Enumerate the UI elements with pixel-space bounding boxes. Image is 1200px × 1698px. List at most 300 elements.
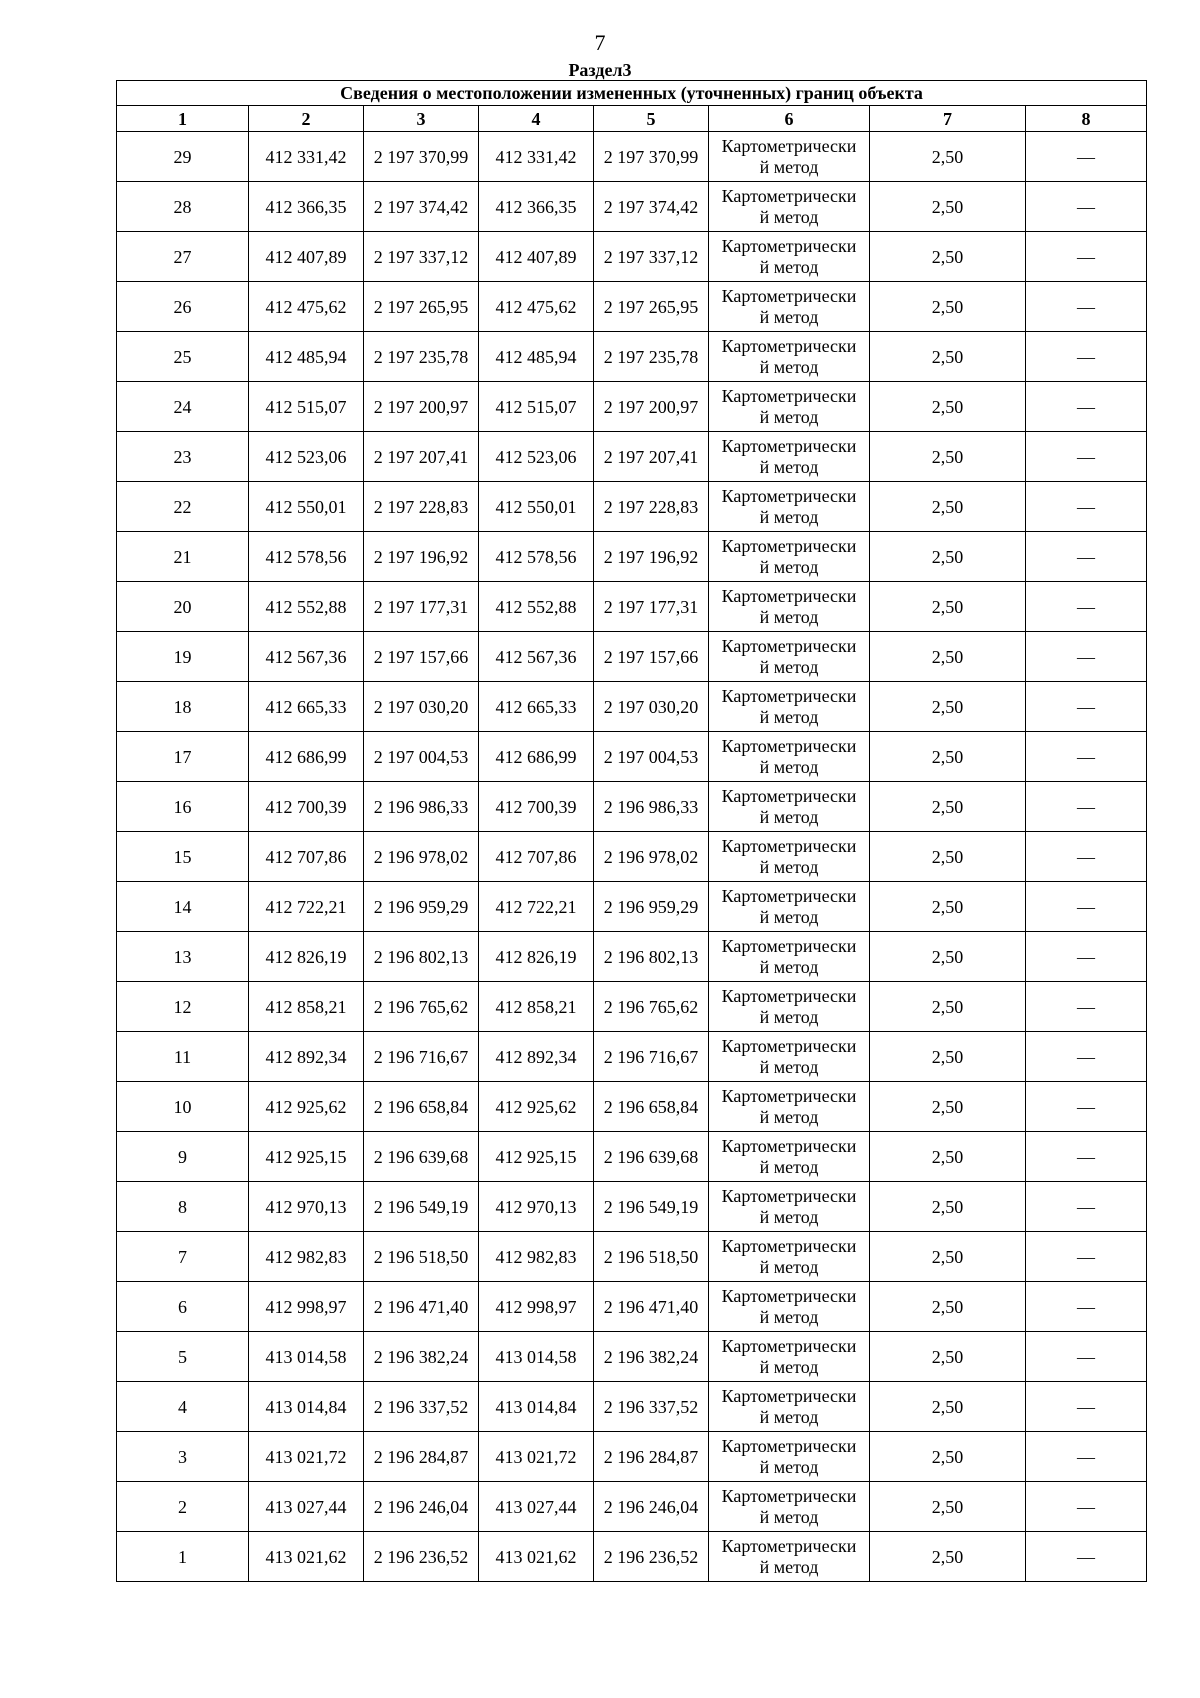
method-line-2: й метод — [759, 356, 819, 377]
table-row — [117, 482, 1147, 532]
old-y-cell: 2 196 337,52 — [364, 1382, 479, 1432]
method-line-2: й метод — [759, 1056, 819, 1077]
point-number-cell: 8 — [117, 1182, 249, 1232]
new-y-cell: 2 197 370,99 — [594, 132, 709, 182]
new-y-cell: 2 197 030,20 — [594, 682, 709, 732]
precision-cell: 2,50 — [870, 182, 1026, 232]
table-row — [117, 582, 1147, 632]
old-x-cell: 412 515,07 — [249, 382, 364, 432]
old-y-cell: 2 197 374,42 — [364, 182, 479, 232]
table-row — [117, 1232, 1147, 1282]
precision-cell: 2,50 — [870, 532, 1026, 582]
old-y-cell: 2 196 518,50 — [364, 1232, 479, 1282]
precision-cell: 2,50 — [870, 1182, 1026, 1232]
old-x-cell: 412 366,35 — [249, 182, 364, 232]
method-cell — [709, 832, 870, 882]
old-x-cell: 412 686,99 — [249, 732, 364, 782]
point-number-cell: 16 — [117, 782, 249, 832]
method-cell — [709, 1332, 870, 1382]
precision-cell: 2,50 — [870, 1332, 1026, 1382]
method-line-1: Картометрически — [721, 885, 857, 906]
method-cell — [709, 482, 870, 532]
method-line-2: й метод — [759, 956, 819, 977]
method-cell — [709, 1532, 870, 1582]
table-row — [117, 1482, 1147, 1532]
description-cell: — — [1026, 382, 1147, 432]
method-line-2: й метод — [759, 256, 819, 277]
method-cell — [709, 1482, 870, 1532]
method-line-2: й метод — [759, 1106, 819, 1127]
method-line-1: Картометрически — [721, 1485, 857, 1506]
method-cell — [709, 532, 870, 582]
description-cell: — — [1026, 1382, 1147, 1432]
method-line-1: Картометрически — [721, 735, 857, 756]
method-line-2: й метод — [759, 656, 819, 677]
description-cell: — — [1026, 282, 1147, 332]
method-cell — [709, 1032, 870, 1082]
method-cell — [709, 382, 870, 432]
method-line-1: Картометрически — [721, 635, 857, 656]
precision-cell: 2,50 — [870, 1482, 1026, 1532]
new-x-cell: 412 475,62 — [479, 282, 594, 332]
column-number: 4 — [479, 106, 594, 132]
point-number-cell: 28 — [117, 182, 249, 232]
new-x-cell: 412 686,99 — [479, 732, 594, 782]
method-line-2: й метод — [759, 1206, 819, 1227]
point-number-cell: 17 — [117, 732, 249, 782]
method-line-1: Картометрически — [721, 685, 857, 706]
table-row — [117, 832, 1147, 882]
method-cell — [709, 1432, 870, 1482]
table-row — [117, 932, 1147, 982]
method-line-2: й метод — [759, 1406, 819, 1427]
method-line-1: Картометрически — [721, 1385, 857, 1406]
method-cell — [709, 582, 870, 632]
description-cell: — — [1026, 682, 1147, 732]
old-x-cell: 412 858,21 — [249, 982, 364, 1032]
new-x-cell: 412 998,97 — [479, 1282, 594, 1332]
description-cell: — — [1026, 1182, 1147, 1232]
new-x-cell: 412 550,01 — [479, 482, 594, 532]
column-number: 3 — [364, 106, 479, 132]
old-x-cell: 412 485,94 — [249, 332, 364, 382]
method-cell — [709, 732, 870, 782]
new-x-cell: 412 970,13 — [479, 1182, 594, 1232]
point-number-cell: 3 — [117, 1432, 249, 1482]
method-line-1: Картометрически — [721, 785, 857, 806]
old-x-cell: 412 925,15 — [249, 1132, 364, 1182]
new-x-cell: 412 858,21 — [479, 982, 594, 1032]
old-y-cell: 2 197 207,41 — [364, 432, 479, 482]
point-number-cell: 29 — [117, 132, 249, 182]
method-line-2: й метод — [759, 1506, 819, 1527]
method-line-2: й метод — [759, 1456, 819, 1477]
method-line-2: й метод — [759, 806, 819, 827]
new-y-cell: 2 196 284,87 — [594, 1432, 709, 1482]
old-y-cell: 2 196 246,04 — [364, 1482, 479, 1532]
old-y-cell: 2 196 471,40 — [364, 1282, 479, 1332]
table-row — [117, 1382, 1147, 1432]
table-row — [117, 1532, 1147, 1582]
point-number-cell: 1 — [117, 1532, 249, 1582]
method-cell — [709, 982, 870, 1032]
description-cell: — — [1026, 582, 1147, 632]
method-line-1: Картометрически — [721, 1285, 857, 1306]
old-y-cell: 2 197 228,83 — [364, 482, 479, 532]
description-cell: — — [1026, 432, 1147, 482]
description-cell: — — [1026, 832, 1147, 882]
old-y-cell: 2 196 978,02 — [364, 832, 479, 882]
method-line-1: Картометрически — [721, 135, 857, 156]
old-x-cell: 412 578,56 — [249, 532, 364, 582]
new-y-cell: 2 196 518,50 — [594, 1232, 709, 1282]
new-x-cell: 412 722,21 — [479, 882, 594, 932]
precision-cell: 2,50 — [870, 682, 1026, 732]
old-y-cell: 2 196 549,19 — [364, 1182, 479, 1232]
method-cell — [709, 232, 870, 282]
new-x-cell: 413 021,62 — [479, 1532, 594, 1582]
old-x-cell: 413 014,58 — [249, 1332, 364, 1382]
new-y-cell: 2 196 802,13 — [594, 932, 709, 982]
new-y-cell: 2 197 177,31 — [594, 582, 709, 632]
new-y-cell: 2 197 200,97 — [594, 382, 709, 432]
description-cell: — — [1026, 1482, 1147, 1532]
old-x-cell: 412 475,62 — [249, 282, 364, 332]
method-cell — [709, 1132, 870, 1182]
old-x-cell: 412 700,39 — [249, 782, 364, 832]
new-y-cell: 2 196 471,40 — [594, 1282, 709, 1332]
old-x-cell: 412 407,89 — [249, 232, 364, 282]
old-x-cell: 413 021,62 — [249, 1532, 364, 1582]
new-x-cell: 412 407,89 — [479, 232, 594, 282]
description-cell: — — [1026, 332, 1147, 382]
old-y-cell: 2 197 235,78 — [364, 332, 479, 382]
table-row — [117, 732, 1147, 782]
description-cell: — — [1026, 532, 1147, 582]
precision-cell: 2,50 — [870, 232, 1026, 282]
column-number: 2 — [249, 106, 364, 132]
method-line-2: й метод — [759, 1556, 819, 1577]
old-y-cell: 2 197 030,20 — [364, 682, 479, 732]
description-cell: — — [1026, 482, 1147, 532]
method-line-1: Картометрически — [721, 1135, 857, 1156]
old-x-cell: 412 331,42 — [249, 132, 364, 182]
new-x-cell: 412 523,06 — [479, 432, 594, 482]
new-x-cell: 412 552,88 — [479, 582, 594, 632]
old-y-cell: 2 197 004,53 — [364, 732, 479, 782]
new-x-cell: 412 578,56 — [479, 532, 594, 582]
old-y-cell: 2 196 986,33 — [364, 782, 479, 832]
point-number-cell: 11 — [117, 1032, 249, 1082]
table-row — [117, 1282, 1147, 1332]
method-line-1: Картометрически — [721, 985, 857, 1006]
point-number-cell: 22 — [117, 482, 249, 532]
new-x-cell: 412 892,34 — [479, 1032, 594, 1082]
method-line-1: Картометрически — [721, 1085, 857, 1106]
column-number: 8 — [1026, 106, 1147, 132]
method-cell — [709, 782, 870, 832]
new-x-cell: 412 515,07 — [479, 382, 594, 432]
old-y-cell: 2 196 959,29 — [364, 882, 479, 932]
method-line-2: й метод — [759, 1006, 819, 1027]
point-number-cell: 5 — [117, 1332, 249, 1382]
description-cell: — — [1026, 1082, 1147, 1132]
point-number-cell: 6 — [117, 1282, 249, 1332]
new-x-cell: 413 021,72 — [479, 1432, 594, 1482]
method-line-1: Картометрически — [721, 1335, 857, 1356]
precision-cell: 2,50 — [870, 1032, 1026, 1082]
new-y-cell: 2 197 228,83 — [594, 482, 709, 532]
point-number-cell: 2 — [117, 1482, 249, 1532]
table-row — [117, 882, 1147, 932]
new-y-cell: 2 196 236,52 — [594, 1532, 709, 1582]
method-line-2: й метод — [759, 756, 819, 777]
old-x-cell: 412 552,88 — [249, 582, 364, 632]
point-number-cell: 19 — [117, 632, 249, 682]
new-y-cell: 2 197 337,12 — [594, 232, 709, 282]
method-line-1: Картометрически — [721, 335, 857, 356]
old-x-cell: 412 523,06 — [249, 432, 364, 482]
point-number-cell: 14 — [117, 882, 249, 932]
old-y-cell: 2 196 284,87 — [364, 1432, 479, 1482]
point-number-cell: 24 — [117, 382, 249, 432]
table-row — [117, 382, 1147, 432]
precision-cell: 2,50 — [870, 732, 1026, 782]
new-x-cell: 413 014,58 — [479, 1332, 594, 1382]
table-row — [117, 632, 1147, 682]
method-line-2: й метод — [759, 306, 819, 327]
method-line-2: й метод — [759, 906, 819, 927]
precision-cell: 2,50 — [870, 482, 1026, 532]
description-cell: — — [1026, 232, 1147, 282]
old-x-cell: 412 970,13 — [249, 1182, 364, 1232]
old-y-cell: 2 196 802,13 — [364, 932, 479, 982]
new-x-cell: 412 567,36 — [479, 632, 594, 682]
table-caption: Сведения о местоположении измененных (уточненных) границ объекта — [117, 81, 1147, 106]
old-x-cell: 413 014,84 — [249, 1382, 364, 1432]
method-cell — [709, 882, 870, 932]
table-row — [117, 1082, 1147, 1132]
method-cell — [709, 682, 870, 732]
old-x-cell: 412 998,97 — [249, 1282, 364, 1332]
new-y-cell: 2 196 549,19 — [594, 1182, 709, 1232]
table-row — [117, 432, 1147, 482]
old-y-cell: 2 197 177,31 — [364, 582, 479, 632]
method-cell — [709, 1182, 870, 1232]
table-row — [117, 232, 1147, 282]
method-line-2: й метод — [759, 1356, 819, 1377]
method-cell — [709, 432, 870, 482]
point-number-cell: 25 — [117, 332, 249, 382]
column-number: 1 — [117, 106, 249, 132]
new-y-cell: 2 196 978,02 — [594, 832, 709, 882]
old-x-cell: 412 892,34 — [249, 1032, 364, 1082]
method-line-1: Картометрически — [721, 1235, 857, 1256]
method-line-1: Картометрически — [721, 1035, 857, 1056]
old-y-cell: 2 196 382,24 — [364, 1332, 479, 1382]
description-cell: — — [1026, 732, 1147, 782]
old-x-cell: 412 707,86 — [249, 832, 364, 882]
table-row — [117, 132, 1147, 182]
new-x-cell: 412 826,19 — [479, 932, 594, 982]
description-cell: — — [1026, 1032, 1147, 1082]
method-cell — [709, 1232, 870, 1282]
new-x-cell: 412 665,33 — [479, 682, 594, 732]
new-y-cell: 2 197 374,42 — [594, 182, 709, 232]
method-line-1: Картометрически — [721, 385, 857, 406]
precision-cell: 2,50 — [870, 432, 1026, 482]
method-line-2: й метод — [759, 1306, 819, 1327]
old-y-cell: 2 197 200,97 — [364, 382, 479, 432]
method-line-2: й метод — [759, 706, 819, 727]
old-x-cell: 413 021,72 — [249, 1432, 364, 1482]
table-row — [117, 182, 1147, 232]
page-number: 7 — [594, 30, 606, 55]
precision-cell: 2,50 — [870, 1432, 1026, 1482]
new-x-cell: 412 925,15 — [479, 1132, 594, 1182]
method-line-2: й метод — [759, 856, 819, 877]
boundary-coordinates-table — [116, 80, 1147, 1582]
point-number-cell: 20 — [117, 582, 249, 632]
point-number-cell: 7 — [117, 1232, 249, 1282]
description-cell: — — [1026, 1232, 1147, 1282]
point-number-cell: 13 — [117, 932, 249, 982]
description-cell: — — [1026, 182, 1147, 232]
method-cell — [709, 632, 870, 682]
method-line-2: й метод — [759, 206, 819, 227]
new-y-cell: 2 196 959,29 — [594, 882, 709, 932]
new-x-cell: 412 700,39 — [479, 782, 594, 832]
method-line-1: Картометрически — [721, 1535, 857, 1556]
new-y-cell: 2 196 639,68 — [594, 1132, 709, 1182]
point-number-cell: 26 — [117, 282, 249, 332]
method-line-2: й метод — [759, 1256, 819, 1277]
method-line-2: й метод — [759, 606, 819, 627]
precision-cell: 2,50 — [870, 332, 1026, 382]
precision-cell: 2,50 — [870, 782, 1026, 832]
precision-cell: 2,50 — [870, 1532, 1026, 1582]
description-cell: — — [1026, 1532, 1147, 1582]
precision-cell: 2,50 — [870, 1232, 1026, 1282]
new-y-cell: 2 196 382,24 — [594, 1332, 709, 1382]
precision-cell: 2,50 — [870, 632, 1026, 682]
description-cell: — — [1026, 632, 1147, 682]
new-y-cell: 2 196 765,62 — [594, 982, 709, 1032]
table-row — [117, 1032, 1147, 1082]
new-x-cell: 412 485,94 — [479, 332, 594, 382]
new-y-cell: 2 197 207,41 — [594, 432, 709, 482]
point-number-cell: 4 — [117, 1382, 249, 1432]
old-y-cell: 2 197 196,92 — [364, 532, 479, 582]
method-cell — [709, 282, 870, 332]
point-number-cell: 9 — [117, 1132, 249, 1182]
new-y-cell: 2 197 157,66 — [594, 632, 709, 682]
method-line-1: Картометрически — [721, 585, 857, 606]
precision-cell: 2,50 — [870, 1132, 1026, 1182]
precision-cell: 2,50 — [870, 1282, 1026, 1332]
point-number-cell: 21 — [117, 532, 249, 582]
precision-cell: 2,50 — [870, 1382, 1026, 1432]
new-x-cell: 412 982,83 — [479, 1232, 594, 1282]
new-y-cell: 2 196 337,52 — [594, 1382, 709, 1432]
method-line-2: й метод — [759, 1156, 819, 1177]
new-x-cell: 412 331,42 — [479, 132, 594, 182]
table-row — [117, 982, 1147, 1032]
new-y-cell: 2 196 986,33 — [594, 782, 709, 832]
new-y-cell: 2 197 196,92 — [594, 532, 709, 582]
new-y-cell: 2 196 716,67 — [594, 1032, 709, 1082]
old-y-cell: 2 196 765,62 — [364, 982, 479, 1032]
method-cell — [709, 1382, 870, 1432]
point-number-cell: 12 — [117, 982, 249, 1032]
method-line-2: й метод — [759, 156, 819, 177]
method-cell — [709, 1282, 870, 1332]
precision-cell: 2,50 — [870, 282, 1026, 332]
table-row — [117, 1182, 1147, 1232]
old-y-cell: 2 196 639,68 — [364, 1132, 479, 1182]
method-line-2: й метод — [759, 556, 819, 577]
new-y-cell: 2 196 246,04 — [594, 1482, 709, 1532]
old-x-cell: 412 665,33 — [249, 682, 364, 732]
new-x-cell: 412 366,35 — [479, 182, 594, 232]
old-x-cell: 412 982,83 — [249, 1232, 364, 1282]
description-cell: — — [1026, 782, 1147, 832]
table-row — [117, 532, 1147, 582]
method-cell — [709, 182, 870, 232]
column-number: 6 — [709, 106, 870, 132]
section-title: Раздел3 — [568, 60, 632, 80]
precision-cell: 2,50 — [870, 132, 1026, 182]
old-y-cell: 2 196 658,84 — [364, 1082, 479, 1132]
new-y-cell: 2 197 265,95 — [594, 282, 709, 332]
old-y-cell: 2 197 157,66 — [364, 632, 479, 682]
method-line-1: Картометрически — [721, 185, 857, 206]
column-number-row — [117, 106, 1147, 132]
point-number-cell: 10 — [117, 1082, 249, 1132]
method-line-1: Картометрически — [721, 285, 857, 306]
old-x-cell: 412 550,01 — [249, 482, 364, 532]
old-y-cell: 2 197 337,12 — [364, 232, 479, 282]
table-body — [117, 132, 1147, 1582]
method-line-2: й метод — [759, 506, 819, 527]
precision-cell: 2,50 — [870, 382, 1026, 432]
old-y-cell: 2 196 236,52 — [364, 1532, 479, 1582]
point-number-cell: 18 — [117, 682, 249, 732]
old-x-cell: 412 826,19 — [249, 932, 364, 982]
new-x-cell: 413 014,84 — [479, 1382, 594, 1432]
description-cell: — — [1026, 1332, 1147, 1382]
method-cell — [709, 332, 870, 382]
old-x-cell: 413 027,44 — [249, 1482, 364, 1532]
point-number-cell: 23 — [117, 432, 249, 482]
new-y-cell: 2 196 658,84 — [594, 1082, 709, 1132]
new-y-cell: 2 197 004,53 — [594, 732, 709, 782]
table-row — [117, 1132, 1147, 1182]
method-line-1: Картометрически — [721, 835, 857, 856]
table-row — [117, 282, 1147, 332]
precision-cell: 2,50 — [870, 582, 1026, 632]
old-y-cell: 2 197 265,95 — [364, 282, 479, 332]
description-cell: — — [1026, 132, 1147, 182]
description-cell: — — [1026, 882, 1147, 932]
table-row — [117, 782, 1147, 832]
description-cell: — — [1026, 1282, 1147, 1332]
old-y-cell: 2 197 370,99 — [364, 132, 479, 182]
description-cell: — — [1026, 982, 1147, 1032]
method-cell — [709, 132, 870, 182]
method-line-1: Картометрически — [721, 435, 857, 456]
description-cell: — — [1026, 932, 1147, 982]
